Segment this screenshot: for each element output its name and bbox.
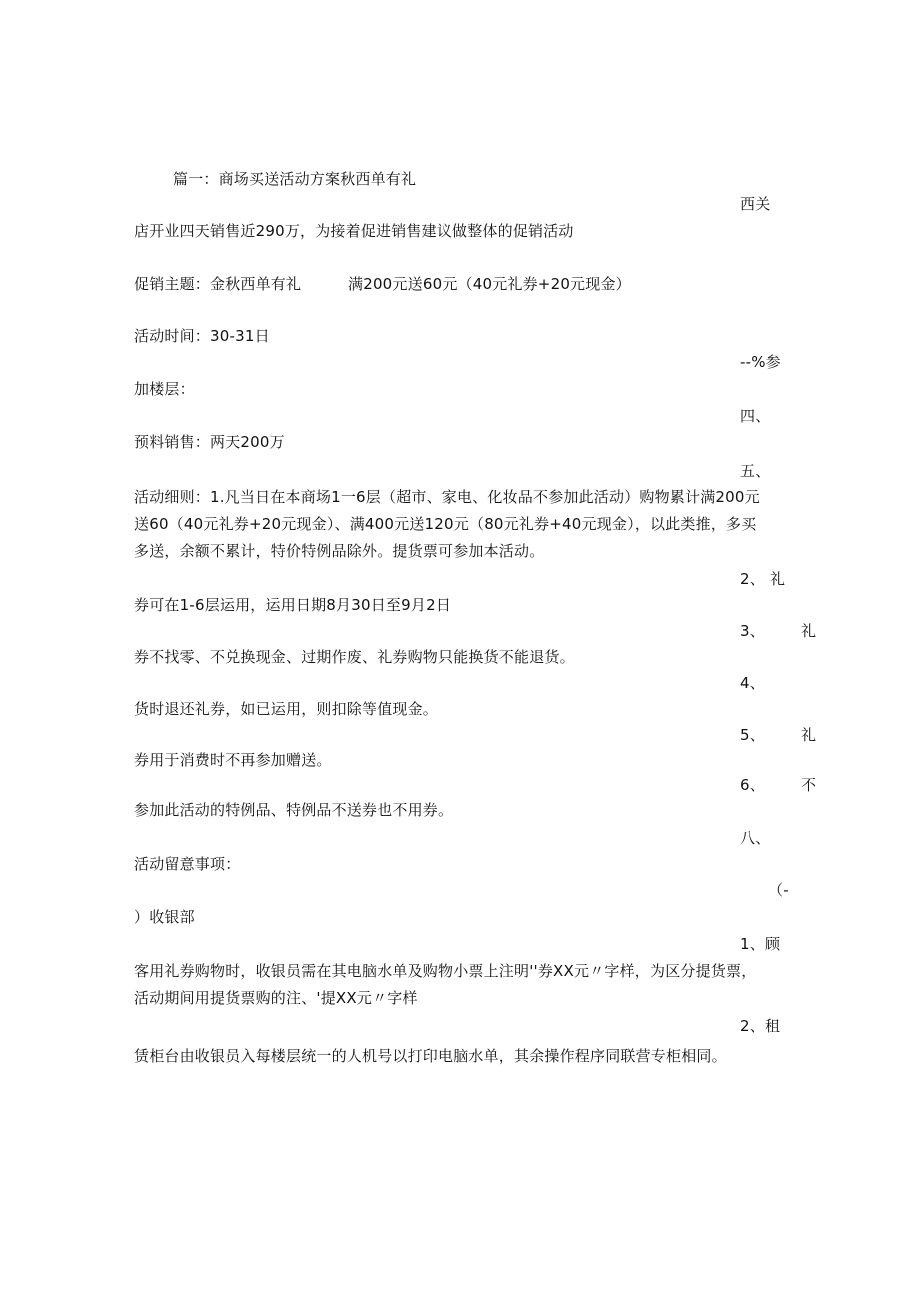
margin-text: 礼 bbox=[801, 622, 817, 640]
item-number: 2、 bbox=[740, 570, 765, 588]
paragraph-line: 多送，余额不累计，特价特例品除外。提货票可参加本活动。 bbox=[134, 542, 545, 560]
paragraph-line: 货时退还礼券，如已运用，则扣除等值现金。 bbox=[134, 700, 439, 718]
margin-text: （- bbox=[768, 881, 789, 899]
margin-text: 礼 bbox=[770, 570, 786, 588]
item-number: 6、 bbox=[740, 776, 765, 794]
paragraph-line: 活动细则：1.凡当日在本商场1一6层（超市、家电、化妆品不参加此活动）购物累计满200元 bbox=[134, 488, 760, 506]
paragraph-line: 券不找零、不兑换现金、过期作废、礼券购物只能换货不能退货。 bbox=[134, 648, 575, 666]
item-number: 3、 bbox=[740, 622, 765, 640]
subsection-heading: ）收银部 bbox=[134, 908, 195, 926]
margin-text: --%参 bbox=[740, 353, 781, 371]
paragraph-line: 店开业四天销售近290万，为接着促进销售建议做整体的促销活动 bbox=[134, 222, 574, 240]
paragraph-line: 赁柜台由收银员入每楼层统一的人机号以打印电脑水单，其余操作程序同联营专柜相同。 bbox=[134, 1047, 727, 1065]
margin-text: 不 bbox=[801, 776, 817, 794]
paragraph-line: 客用礼券购物时，收银员需在其电脑水单及购物小票上注明''券XX元〃字样，为区分提货票， bbox=[134, 962, 757, 980]
item-number: 2、租 bbox=[740, 1017, 781, 1035]
item-number: 5、 bbox=[740, 726, 765, 744]
section-number: 八、 bbox=[740, 829, 771, 847]
paragraph-line: 预料销售：两天200万 bbox=[134, 433, 285, 451]
paragraph-line: 参加此活动的特例品、特例品不送券也不用券。 bbox=[134, 801, 454, 819]
margin-text: 西关 bbox=[740, 195, 771, 213]
promo-theme: 促销主题：金秋西单有礼 bbox=[134, 275, 302, 293]
page-title: 篇一：商场买送活动方案秋西单有礼 bbox=[173, 170, 417, 188]
item-number: 1、顾 bbox=[740, 935, 781, 953]
section-number: 五、 bbox=[740, 462, 771, 480]
paragraph-line: 加楼层： bbox=[134, 380, 195, 398]
paragraph-line: 券可在1-6层运用，运用日期8月30日至9月2日 bbox=[134, 596, 452, 614]
section-heading: 活动留意事项： bbox=[134, 855, 241, 873]
activity-time: 活动时间：30-31日 bbox=[134, 327, 270, 345]
margin-text: 礼 bbox=[801, 726, 817, 744]
paragraph-line: 活动期间用提货票购的注、'提XX元〃字样 bbox=[134, 989, 418, 1007]
paragraph-line: 券用于消费时不再参加赠送。 bbox=[134, 751, 332, 769]
paragraph-line: 送60（40元礼券+20元现金）、满400元送120元（80元礼券+40元现金），以此类推，多买 bbox=[134, 515, 757, 533]
section-number: 四、 bbox=[740, 407, 771, 425]
item-number: 4、 bbox=[740, 674, 765, 692]
promo-offer: 满200元送60元（40元礼券+20元现金） bbox=[348, 275, 631, 293]
